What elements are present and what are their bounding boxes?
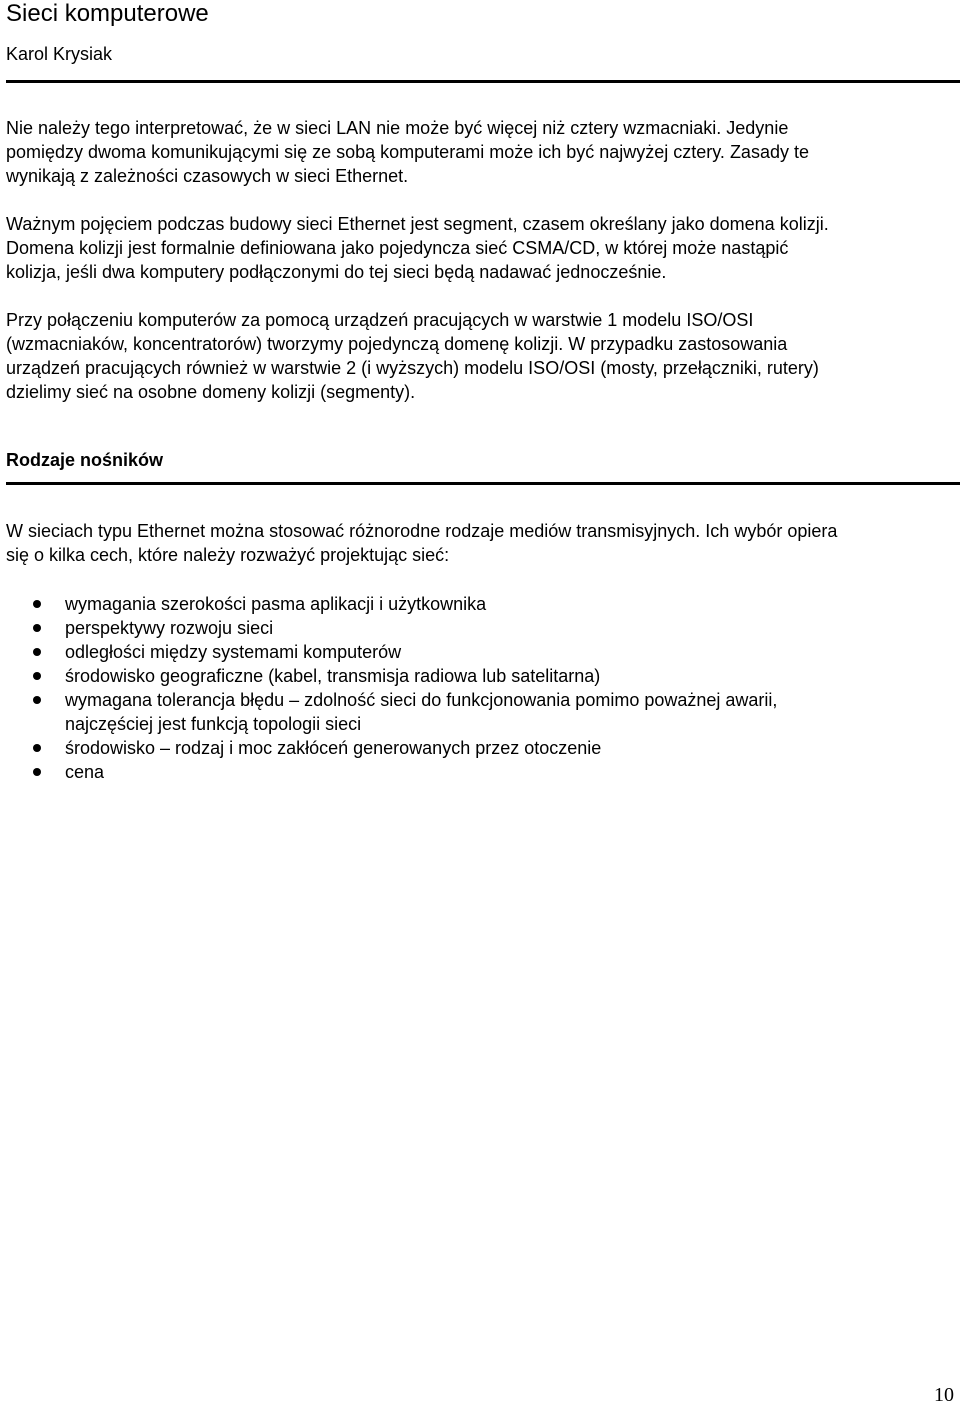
paragraph-spacer bbox=[6, 284, 960, 308]
list-item-text: wymagania szerokości pasma aplikacji i użytkownika bbox=[65, 594, 487, 614]
document-author: Karol Krysiak bbox=[6, 44, 113, 64]
paragraph-repeaters bbox=[6, 116, 960, 188]
page-number: 10 bbox=[934, 1384, 954, 1406]
list-item bbox=[0, 760, 954, 784]
section-intro bbox=[6, 519, 960, 567]
list-item-text: najczęściej jest funkcją topologii sieci bbox=[65, 714, 362, 734]
section-body bbox=[6, 519, 960, 567]
document-body bbox=[6, 116, 960, 404]
paragraph-spacer bbox=[6, 188, 960, 212]
paragraph-line: Przy połączeniu komputerów za pomocą urządzeń pracujących w warstwie 1 modelu ISO/OSI bbox=[6, 310, 754, 330]
paragraph-osi-layers bbox=[6, 308, 960, 404]
list-item bbox=[0, 688, 954, 736]
list-item-text: odległości między systemami komputerów bbox=[65, 642, 402, 662]
bullet-list bbox=[0, 592, 954, 784]
document-title: Sieci komputerowe bbox=[6, 0, 209, 27]
bullet-icon bbox=[33, 600, 41, 608]
bullet-icon bbox=[33, 624, 41, 632]
list-item-text: środowisko geograficzne (kabel, transmisja radiowa lub satelitarna) bbox=[65, 666, 601, 686]
section-heading: Rodzaje nośników bbox=[6, 450, 164, 470]
list-item-text: wymagana tolerancja błędu – zdolność sieci do funkcjonowania pomimo poważnej awarii, bbox=[65, 690, 778, 710]
list-item-text: perspektywy rozwoju sieci bbox=[65, 618, 274, 638]
list-item bbox=[0, 664, 954, 688]
bullet-icon bbox=[33, 768, 41, 776]
bullet-icon bbox=[33, 672, 41, 680]
section-heading-wrapper bbox=[6, 448, 960, 472]
list-item bbox=[0, 736, 954, 760]
paragraph-line: urządzeń pracujących również w warstwie 2 (i wyższych) modelu ISO/OSI (mosty, przełączniki, rutery) bbox=[6, 358, 819, 378]
paragraph-line: Domena kolizji jest formalnie definiowana jako pojedyncza sieć CSMA/CD, w której może nastąpić bbox=[6, 238, 789, 258]
paragraph-line: W sieciach typu Ethernet można stosować różnorodne rodzaje mediów transmisyjnych. Ich wybór opiera bbox=[6, 521, 838, 541]
header-divider bbox=[6, 80, 960, 83]
paragraph-line: Nie należy tego interpretować, że w sieci LAN nie może być więcej niż cztery wzmacniaki. Jedynie bbox=[6, 118, 789, 138]
paragraph-collision-domain bbox=[6, 212, 960, 284]
list-item bbox=[0, 592, 954, 616]
paragraph-line: się o kilka cech, które należy rozważyć projektując sieć: bbox=[6, 545, 450, 565]
paragraph-line: pomiędzy dwoma komunikującymi się ze sobą komputerami może ich być najwyżej cztery. Zasady te bbox=[6, 142, 809, 162]
bullet-icon bbox=[33, 744, 41, 752]
media-criteria-list bbox=[0, 592, 954, 784]
paragraph-line: (wzmacniaków, koncentratorów) tworzymy pojedynczą domenę kolizji. W przypadku zastosowania bbox=[6, 334, 788, 354]
paragraph-line: dzielimy sieć na osobne domeny kolizji (segmenty). bbox=[6, 382, 416, 402]
paragraph-line: kolizja, jeśli dwa komputery podłączonymi do tej sieci będą nadawać jednocześnie. bbox=[6, 262, 667, 282]
list-item bbox=[0, 640, 954, 664]
paragraph-line: Ważnym pojęciem podczas budowy sieci Ethernet jest segment, czasem określany jako domena kolizji. bbox=[6, 214, 829, 234]
bullet-icon bbox=[33, 648, 41, 656]
paragraph-line: wynikają z zależności czasowych w sieci Ethernet. bbox=[6, 166, 409, 186]
list-item-text: środowisko – rodzaj i moc zakłóceń generowanych przez otoczenie bbox=[65, 738, 602, 758]
section-divider bbox=[6, 482, 960, 485]
list-item-text: cena bbox=[65, 762, 105, 782]
list-item bbox=[0, 616, 954, 640]
bullet-icon bbox=[33, 696, 41, 704]
